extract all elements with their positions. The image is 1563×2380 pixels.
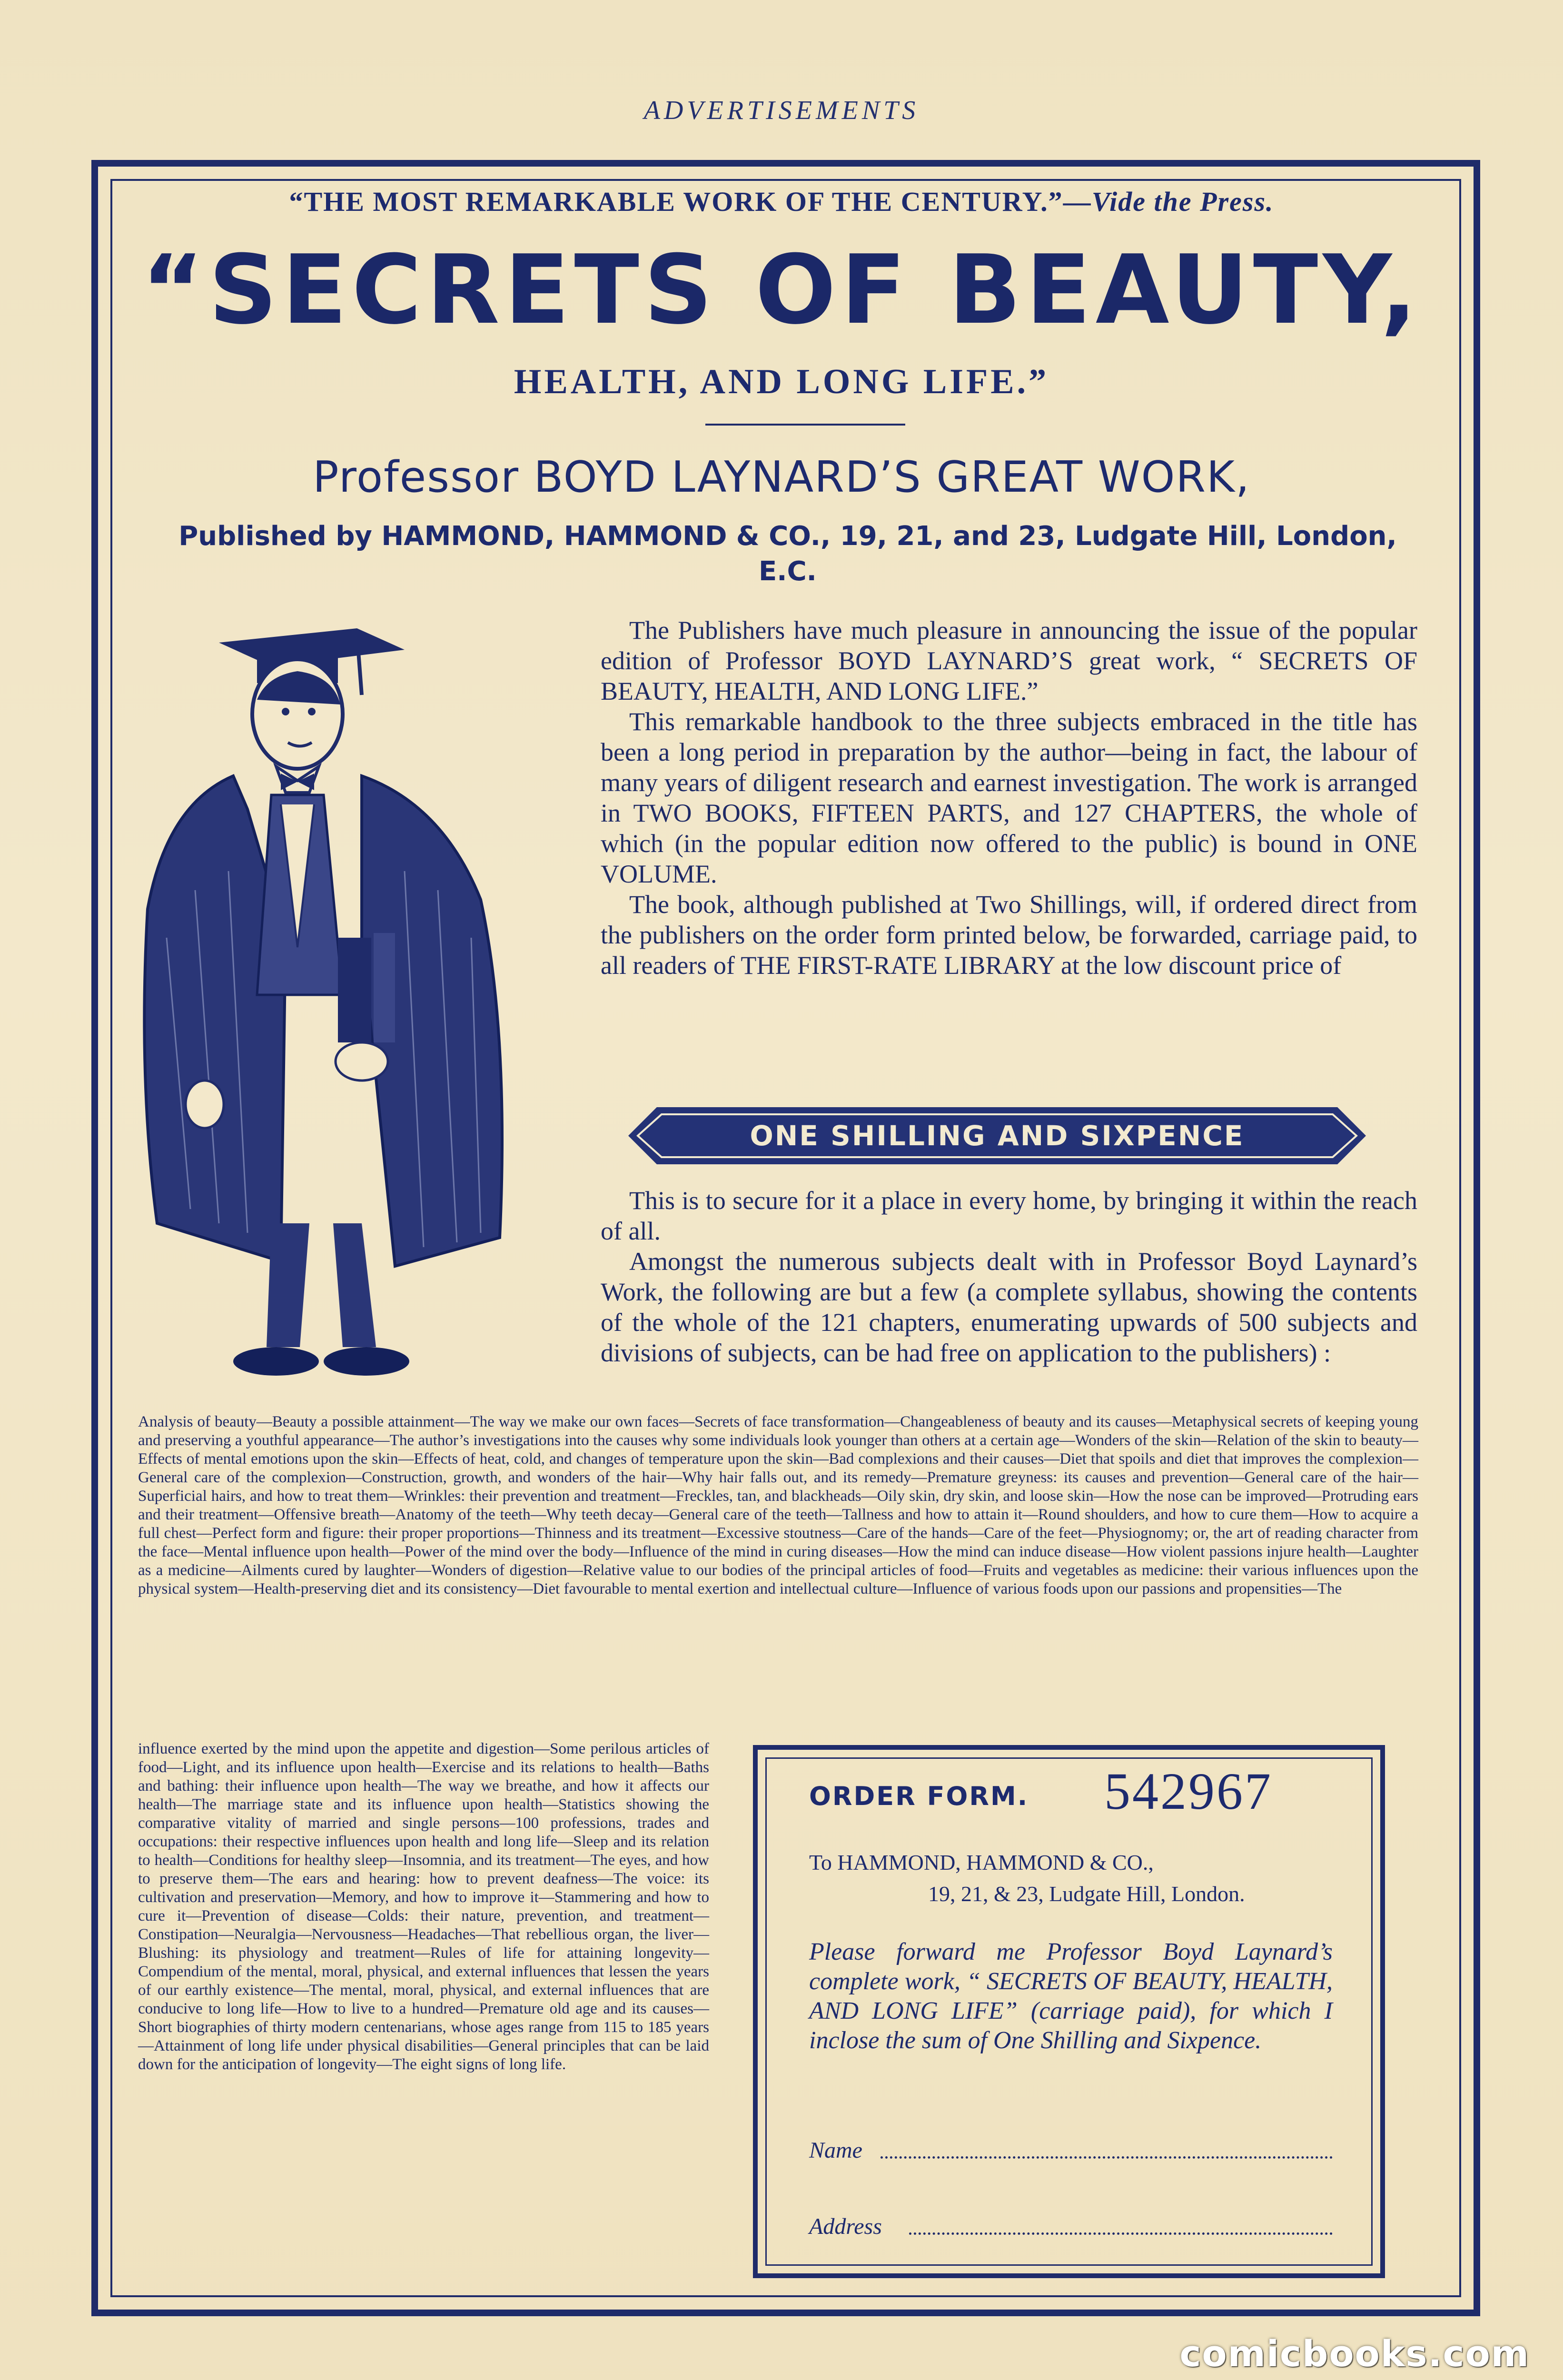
order-form-number: 542967 — [1104, 1762, 1273, 1820]
publisher-line: Published by HAMMOND, HAMMOND & CO., 19, 21, and 23, Ludgate Hill, London, E.C. — [178, 521, 1397, 587]
professor-figure-icon — [138, 605, 566, 1385]
intro-paragraph-2: This remarkable handbook to the three subjects embraced in the title has been a long period in preparation by the author—being in fact, the labour of many years of diligent research and earnest investigation. The work is arranged in TWO BOOKS, FIFTEEN PARTS, and 127 CHAPTERS, the whole of which (in the popular edition now offered to the public) is bound in ONE VOLUME. — [601, 707, 1417, 888]
title-rule — [705, 424, 905, 426]
order-to-line-2: 19, 21, & 23, Ludgate Hill, London. — [928, 1882, 1245, 1906]
name-field[interactable] — [809, 2137, 1333, 2163]
order-form-address-to — [809, 1847, 1245, 1910]
order-form-title: ORDER FORM. — [809, 1781, 1029, 1811]
main-title: “SECRETS OF BEAUTY, — [141, 235, 1422, 346]
quote-vide: Vide the Press. — [1091, 186, 1274, 217]
address-dotted-line[interactable] — [909, 2232, 1333, 2235]
price-banner — [628, 1102, 1366, 1169]
price-banner-text: ONE SHILLING AND SIXPENCE — [750, 1120, 1245, 1152]
intro-text — [601, 615, 1417, 981]
intro-paragraph-1: The Publishers have much pleasure in announcing the issue of the popular edition of Professor BOYD LAYNARD’S great work, “ SECRETS OF BEAUTY, HEALTH, AND LONG LIFE.” — [601, 616, 1417, 705]
order-form-body: Please forward me Professor Boyd Laynard’s complete work, “ SECRETS OF BEAUTY, HEALTH, AND LONG LIFE” (carriage paid), for which I inclose the sum of One Shilling and Sixpence. — [809, 1938, 1333, 2054]
syllabus-left: influence exerted by the mind upon the appetite and digestion—Some perilous articles of food—Light, and its influence upon health—Exercise and its relations to health—Baths and bathing: their influence upon health—The way we breathe, and how it affects our health—The marriage state and its influence upon health—Statistics showing the comparative vitality of married and single persons—100 professions, trades and occupations: their respective influences upon health and long life—Sleep and its relation to health—Conditions for healthy sleep—Insomnia, and its treatment—The eyes, and how to preserve them—The ears and hearing: how to prevent deafness—The voice: its cultivation and preservation—Memory, and how to improve it—Stammering and how to cure it—Prevention of disease—Colds: their nature, prevention, and treatment—Constipation—Neuralgia—Nervousness—Headaches—That rebellious organ, the liver—Blushing: its physiology and treatment—Rules of life for attaining longevity—Compendium of the mental, moral, physical, and external influences that lessen the years of our earthly existence—The mental, moral, physical, and external influences that are conducive to long life—How to live to a hundred—Premature old age and its causes—Short biographies of thirty modern centenarians, whose ages range from 115 to 185 years—Attainment of long life under physical disabilities—General principles that can be laid down for the anticipation of longevity—The eight signs of long life. — [138, 1740, 709, 2073]
quote-text: “THE MOST REMARKABLE WORK OF THE CENTURY.”— — [289, 186, 1092, 217]
intro2-paragraph-2: Amongst the numerous subjects dealt with in Professor Boyd Laynard’s Work, the following are but a few (a complete syllabus, showing the contents of the whole of the 121 chapters, enumerating upwards of 500 subjects and divisions of subjects, can be had free on application to the publishers) : — [601, 1247, 1417, 1367]
professor-illustration — [138, 605, 566, 1385]
intro-paragraph-3: The book, although published at Two Shillings, will, if ordered direct from the publishers on the order form printed below, be forwarded, carriage paid, to all readers of THE FIRST-RATE LIBRARY at the low discount price of — [601, 890, 1417, 980]
watermark: comicbooks.com — [1179, 2332, 1530, 2375]
address-field[interactable] — [809, 2213, 1333, 2240]
address-label: Address — [809, 2214, 882, 2239]
syllabus-top: Analysis of beauty—Beauty a possible attainment—The way we make our own faces—Secrets of face transformation—Changeableness of beauty and its causes—Metaphysical secrets of keeping young and preserving a youthful appearance—The author’s investigations into the causes why some individuals look younger than others at a certain age—Wonders of the skin—Relation of the skin to beauty—Effects of mental emotions upon the skin—Effects of heat, cold, and changes of temperature upon the skin—Bad complexions and their causes—Diet that spoils and diet that improves the complexion—General care of the complexion—Construction, growth, and wonders of the hair—Why hair falls out, and its remedy—Premature greyness: its causes and prevention—General care of the hair—Superficial hairs, and how to treat them—Wrinkles: their prevention and treatment—Freckles, tan, and blackheads—Oily skin, dry skin, and loose skin—How the nose can be improved—Protruding ears and their treatment—Offensive breath—Anatomy of the teeth—Why teeth decay—General care of the teeth—Tallness and how to attain it—Round shoulders, and how to cure them—How to acquire a full chest—Perfect form and figure: their proper proportions—Thinness and its treatment—Excessive stoutness—Care of the hands—Care of the feet—Physiognomy; or, the art of reading character from the face—Mental influence upon health—Power of the mind over the body—Influence of the mind in curing diseases—How the mind can induce disease—How violent passions injure health—Laughter as a medicine—Ailments cured by laughter—Wonders of digestion—Relative value to our bodies of the principal articles of food—Fruits and vegetables as medicine: their various influences upon the physical system—Health-preserving diet and its consistency—Diet favourable to mental exertion and intellectual culture—Influence of various foods upon our passions and propensities—The — [138, 1413, 1418, 1597]
author-line: Professor BOYD LAYNARD’S GREAT WORK, — [313, 452, 1250, 502]
name-label: Name — [809, 2138, 862, 2163]
intro2-paragraph-1: This is to secure for it a place in every home, by bringing it within the reach of all. — [601, 1186, 1417, 1245]
subtitle: HEALTH, AND LONG LIFE.” — [514, 362, 1049, 401]
intro-text-2 — [601, 1185, 1417, 1368]
order-to-line-1: To HAMMOND, HAMMOND & CO., — [809, 1850, 1154, 1874]
quote-line — [0, 186, 1563, 218]
header-label: ADVERTISEMENTS — [643, 96, 920, 125]
name-dotted-line[interactable] — [880, 2156, 1333, 2159]
